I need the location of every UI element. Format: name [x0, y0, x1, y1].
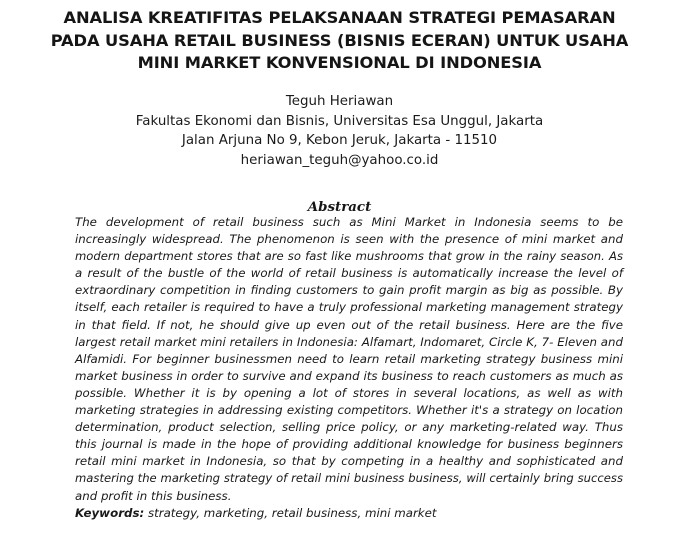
abstract-line: marketing strategies in addressing existing competitors. Whether it's a strategy on location — [75, 403, 623, 418]
author-affiliation: Fakultas Ekonomi dan Bisnis, Universitas Esa Unggul, Jakarta — [135, 113, 544, 129]
abstract-line: increasingly widespread. The phenomenon is seen with the presence of mini market and — [75, 232, 623, 247]
keywords-value: strategy, marketing, retail business, mini market — [147, 506, 437, 520]
author-name: Teguh Heriawan — [285, 94, 394, 109]
keywords — [75, 505, 623, 522]
abstract-line: in that field. If not, he should give up even out of the retail business. Here are the five — [75, 317, 623, 332]
author-block — [10, 92, 669, 170]
abstract-line: and profit in this business. — [75, 488, 232, 503]
abstract-line: mastering the marketing strategy of retail mini business business, will certainly bring success — [75, 471, 623, 486]
paper-title-line-2: PADA USAHA RETAIL BUSINESS (BISNIS ECERAN) UNTUK USAHA — [50, 30, 629, 50]
paper-title — [10, 7, 669, 75]
abstract-line: modern department stores that are so fast like mushrooms that grow in the rainy season. As — [75, 249, 623, 264]
abstract-line: possible. Whether it is by opening a lot of stores in several locations, as well as with — [75, 385, 623, 400]
paper-title-line-3: MINI MARKET KONVENSIONAL DI INDONESIA — [137, 53, 542, 72]
abstract-line: extraordinary competition in finding customers to gain profit margin as big as possible. By — [75, 283, 623, 298]
author-email: heriawan_teguh@yahoo.co.id — [240, 152, 439, 168]
paper-title-line-1: ANALISA KREATIFITAS PELAKSANAAN STRATEGI PEMASARAN — [63, 8, 616, 27]
abstract-body — [75, 214, 623, 505]
abstract-line: The development of retail business such as Mini Market in Indonesia seems to be — [75, 215, 623, 229]
abstract-line: itself, each retailer is required to have a truly professional marketing management strategy — [75, 300, 623, 315]
abstract-line: Alfamidi. For beginner businessmen need to learn retail marketing strategy business mini — [75, 351, 623, 366]
abstract-line: a result of the bustle of the world of retail business is automatically increase the level of — [75, 266, 623, 281]
abstract-line: this journal is made in the hope of providing additional knowledge for business beginners — [75, 437, 623, 452]
abstract-heading: Abstract — [307, 199, 372, 215]
author-address: Jalan Arjuna No 9, Kebon Jeruk, Jakarta - 11510 — [181, 133, 498, 149]
abstract-line: largest retail market mini retailers in Indonesia: Alfamart, Indomaret, Circle K, 7- Eleven and — [75, 334, 623, 349]
keywords-label: Keywords: — [75, 506, 145, 520]
abstract-line: determination, product selection, selling price policy, or any marketing-related way. Thus — [75, 420, 623, 435]
abstract-line: market business in order to survive and expand its business to reach customers as much as — [75, 368, 623, 383]
abstract-line: retail mini market in Indonesia, so that by competing in a healthy and sophisticated and — [75, 454, 623, 469]
